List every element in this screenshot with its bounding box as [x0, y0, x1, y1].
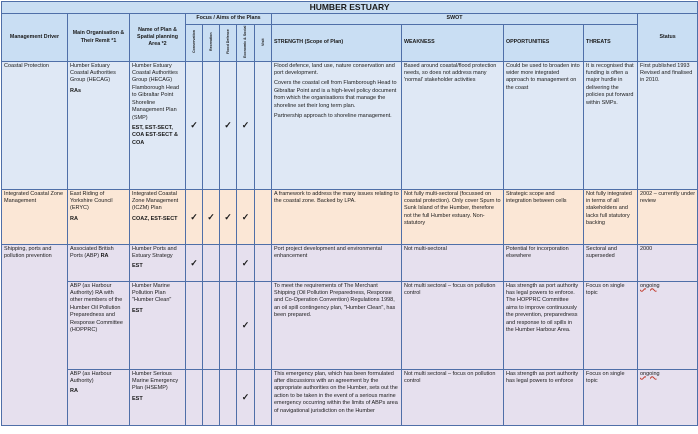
- organisation-cell: ABP (as Harbour Authority) RA with other members of the Humber Oil Pollution Preparedness and Response Committee (HOPPRC): [68, 281, 130, 369]
- header-focus-recreation: Recreation: [203, 24, 220, 61]
- opportunities-cell: Potential for incorporation elsewhere: [504, 244, 584, 281]
- header-management-driver: Management Driver: [2, 14, 68, 61]
- driver-cell: Shipping, ports and pollution prevention: [2, 244, 68, 425]
- table-row: [2, 244, 698, 281]
- organisation-cell: Humber Estuary Coastal Authorities Group (HECAG) RAs: [68, 61, 130, 189]
- threats-cell: Focus on single topic: [584, 369, 638, 425]
- weakness-cell: Not multi-sectoral: [402, 244, 504, 281]
- threats-cell: It is recognised that funding is often a major hurdle in delivering the policies put forward within SMPs.: [584, 61, 638, 189]
- check-icon: ✓: [220, 61, 237, 189]
- plan-cell: Humber Ports and Estuary Strategy EST: [130, 244, 186, 281]
- check-icon: ✓: [237, 189, 255, 244]
- opportunities-cell: Could be used to broaden into wider more integrated approach to management on the coast: [504, 61, 584, 189]
- header-status: Status: [638, 14, 698, 61]
- plan-cell: Humber Serious Marine Emergency Plan (HSEMP) EST: [130, 369, 186, 425]
- weakness-cell: Based around coastal/flood protection needs, so does not address many 'normal' stakeholder activities: [402, 61, 504, 189]
- threats-cell: Focus on single topic: [584, 281, 638, 369]
- check-icon: ✓: [203, 189, 220, 244]
- weakness-cell: Not fully multi-sectoral (focussed on coastal protection). Only cover Spurn to Sunk Island of the Humber, therefore not the full Humber estuary. Non-statutory: [402, 189, 504, 244]
- header-focus-flood-defence: Flood Defence: [220, 24, 237, 61]
- driver-cell: Integrated Coastal Zone Management: [2, 189, 68, 244]
- check-icon: ✓: [220, 189, 237, 244]
- organisation-cell: ABP (as Harbour Authority) RA: [68, 369, 130, 425]
- status-cell: ongoing: [638, 281, 698, 369]
- organisation-cell: East Riding of Yorkshire Council (ERYC) RA: [68, 189, 130, 244]
- check-icon: ✓: [186, 61, 203, 189]
- threats-cell: Not fully integrated in terms of all stakeholders and lacks full statutory backing: [584, 189, 638, 244]
- status-cell: 2000: [638, 244, 698, 281]
- header-focus: Focus / Aims of the Plans: [186, 14, 272, 24]
- plan-cell: Humber Marine Pollution Plan "Humber Clean" EST: [130, 281, 186, 369]
- driver-cell: Coastal Protection: [2, 61, 68, 189]
- table-row: [2, 61, 698, 189]
- header-plan-name: Name of Plan & Spatial planning Area *2: [130, 14, 186, 61]
- weakness-cell: Not multi sectoral – focus on pollution control: [402, 281, 504, 369]
- humber-estuary-table: [1, 1, 698, 426]
- check-icon: ✓: [237, 61, 255, 189]
- strength-cell: This emergency plan, which has been formulated after discussions with an agreement by the appropriate authorities on the Humber, sets out the action to be taken in the event of a serious marine emergency occurring within the limits of ABPs area of navigational jurisdiction on the Humber: [272, 369, 402, 425]
- header-focus-visit: Visit: [255, 24, 272, 61]
- table-row: [2, 369, 698, 425]
- strength-cell: Port project development and environmental enhancement: [272, 244, 402, 281]
- check-icon: ✓: [186, 244, 203, 281]
- opportunities-cell: Strategic scope and integration between cells: [504, 189, 584, 244]
- check-icon: ✓: [237, 281, 255, 369]
- plan-cell: Humber Estuary Coastal Authorities Group (HECAG) Flamborough Head to Gibraltar Point Shoreline Management Plan (SMP) EST, EST-SECT, COA EST-SECT & COA: [130, 61, 186, 189]
- header-weakness: WEAKNESS: [402, 24, 504, 61]
- opportunities-cell: Has strength as port authority has legal powers to enforce: [504, 369, 584, 425]
- check-icon: ✓: [186, 189, 203, 244]
- plan-cell: Integrated Coastal Zone Management (ICZM) Plan COAZ, EST-SECT: [130, 189, 186, 244]
- strength-cell: A framework to address the many issues relating to the coastal zone. Backed by LPA.: [272, 189, 402, 244]
- threats-cell: Sectoral and superseded: [584, 244, 638, 281]
- weakness-cell: Not multi sectoral – focus on pollution control: [402, 369, 504, 425]
- table-row: [2, 189, 698, 244]
- header-strength: STRENGTH (Scope of Plan): [272, 24, 402, 61]
- header-opportunities: OPPORTUNITIES: [504, 24, 584, 61]
- header-focus-conservation: Conservation: [186, 24, 203, 61]
- opportunities-cell: Has strength as port authority has legal powers to enforce. The HOPPRC Committee aims to improve continuously the prevention, preparedness and response to oil spills in the Humber Harbour Area.: [504, 281, 584, 369]
- header-threats: THREATS: [584, 24, 638, 61]
- strength-cell: Flood defence, land use, nature conservation and port development. Covers the coastal cell from Flamborough Head to Gibraltar Point and is a high-level policy document from which the organisations that manage the shoreline set their long term plan. Partnership approach to shoreline management.: [272, 61, 402, 189]
- header-focus-economic-social: Economic & Social: [237, 24, 255, 61]
- status-cell: First published 1993 Revised and finalised in 2010.: [638, 61, 698, 189]
- status-cell: 2002 – currently under review: [638, 189, 698, 244]
- table-title: HUMBER ESTUARY: [2, 2, 698, 14]
- table-row: [2, 281, 698, 369]
- organisation-cell: Associated British Ports (ABP) RA: [68, 244, 130, 281]
- strength-cell: To meet the requirements of The Merchant Shipping (Oil Pollution Preparedness, Response and Co-Operation Convention) Regulations 1998, an oil spill contingency plan, "Humber Clean", has been prepared.: [272, 281, 402, 369]
- header-main-organisation: Main Organisation & Their Remit *1: [68, 14, 130, 61]
- check-icon: ✓: [237, 369, 255, 425]
- check-icon: ✓: [237, 244, 255, 281]
- status-cell: ongoing: [638, 369, 698, 425]
- header-swot: SWOT: [272, 14, 638, 24]
